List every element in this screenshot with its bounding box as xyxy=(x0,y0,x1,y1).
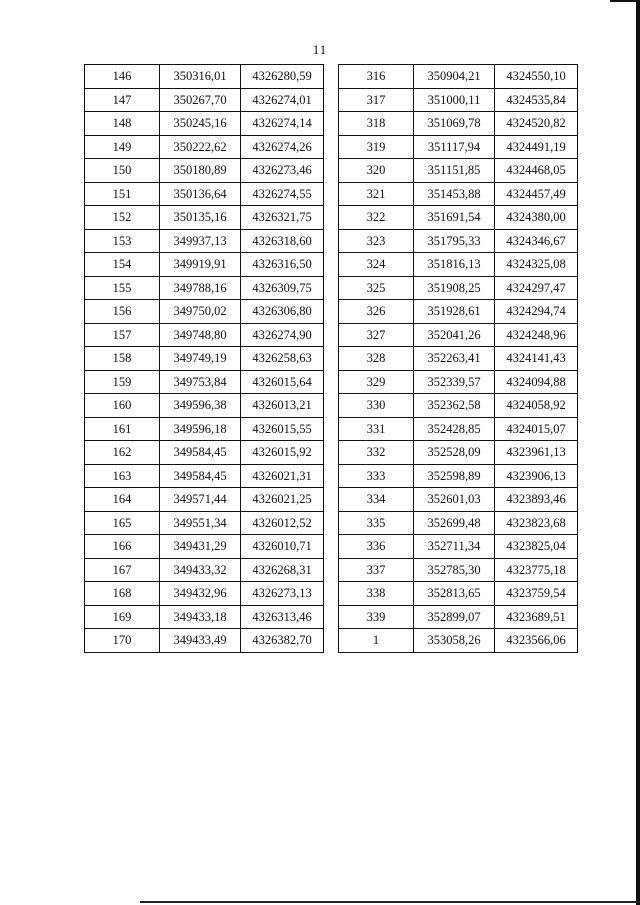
table-row xyxy=(85,488,578,512)
column-gap xyxy=(324,464,339,488)
x-coordinate-right: 352699,48 xyxy=(414,511,495,535)
column-gap xyxy=(324,558,339,582)
point-number-left: 146 xyxy=(85,65,160,89)
y-coordinate-right: 4323823,68 xyxy=(495,511,578,535)
table-row xyxy=(85,511,578,535)
y-coordinate-left: 4326321,75 xyxy=(241,206,324,230)
column-gap xyxy=(324,370,339,394)
point-number-left: 151 xyxy=(85,182,160,206)
x-coordinate-left: 349750,02 xyxy=(160,300,241,324)
x-coordinate-right: 352899,07 xyxy=(414,605,495,629)
point-number-left: 162 xyxy=(85,441,160,465)
table-row xyxy=(85,112,578,136)
y-coordinate-right: 4324015,07 xyxy=(495,417,578,441)
point-number-left: 147 xyxy=(85,88,160,112)
column-gap xyxy=(324,135,339,159)
point-number-right: 331 xyxy=(339,417,414,441)
x-coordinate-right: 351908,25 xyxy=(414,276,495,300)
point-number-left: 163 xyxy=(85,464,160,488)
column-gap xyxy=(324,535,339,559)
y-coordinate-right: 4323893,46 xyxy=(495,488,578,512)
x-coordinate-right: 351117,94 xyxy=(414,135,495,159)
point-number-right: 333 xyxy=(339,464,414,488)
x-coordinate-right: 351000,11 xyxy=(414,88,495,112)
column-gap xyxy=(324,88,339,112)
point-number-left: 170 xyxy=(85,629,160,653)
column-gap xyxy=(324,511,339,535)
y-coordinate-right: 4324058,92 xyxy=(495,394,578,418)
y-coordinate-right: 4323566,06 xyxy=(495,629,578,653)
x-coordinate-right: 352785,30 xyxy=(414,558,495,582)
column-gap xyxy=(324,112,339,136)
table-row xyxy=(85,347,578,371)
y-coordinate-right: 4324294,74 xyxy=(495,300,578,324)
point-number-right: 338 xyxy=(339,582,414,606)
y-coordinate-right: 4324520,82 xyxy=(495,112,578,136)
scan-edge-right xyxy=(636,0,640,905)
point-number-left: 153 xyxy=(85,229,160,253)
point-number-left: 152 xyxy=(85,206,160,230)
table-row xyxy=(85,441,578,465)
x-coordinate-left: 350222,62 xyxy=(160,135,241,159)
y-coordinate-right: 4324380,00 xyxy=(495,206,578,230)
y-coordinate-left: 4326274,01 xyxy=(241,88,324,112)
y-coordinate-right: 4324141,43 xyxy=(495,347,578,371)
table-row xyxy=(85,535,578,559)
column-gap xyxy=(324,182,339,206)
point-number-left: 149 xyxy=(85,135,160,159)
y-coordinate-right: 4323759,54 xyxy=(495,582,578,606)
y-coordinate-left: 4326309,75 xyxy=(241,276,324,300)
column-gap xyxy=(324,323,339,347)
y-coordinate-right: 4324535,84 xyxy=(495,88,578,112)
y-coordinate-left: 4326010,71 xyxy=(241,535,324,559)
x-coordinate-right: 351069,78 xyxy=(414,112,495,136)
column-gap xyxy=(324,605,339,629)
x-coordinate-left: 349596,38 xyxy=(160,394,241,418)
point-number-left: 165 xyxy=(85,511,160,535)
x-coordinate-right: 351453,88 xyxy=(414,182,495,206)
y-coordinate-left: 4326274,55 xyxy=(241,182,324,206)
point-number-right: 317 xyxy=(339,88,414,112)
y-coordinate-right: 4323689,51 xyxy=(495,605,578,629)
coordinates-table-body xyxy=(85,65,578,653)
x-coordinate-right: 352711,34 xyxy=(414,535,495,559)
x-coordinate-right: 352598,89 xyxy=(414,464,495,488)
table-row xyxy=(85,159,578,183)
point-number-right: 326 xyxy=(339,300,414,324)
table-row xyxy=(85,417,578,441)
point-number-left: 156 xyxy=(85,300,160,324)
x-coordinate-right: 353058,26 xyxy=(414,629,495,653)
point-number-left: 158 xyxy=(85,347,160,371)
column-gap xyxy=(324,441,339,465)
page-number: 11 xyxy=(312,42,328,57)
x-coordinate-left: 349753,84 xyxy=(160,370,241,394)
y-coordinate-left: 4326273,46 xyxy=(241,159,324,183)
x-coordinate-left: 349919,91 xyxy=(160,253,241,277)
point-number-right: 330 xyxy=(339,394,414,418)
y-coordinate-left: 4326274,14 xyxy=(241,112,324,136)
point-number-right: 337 xyxy=(339,558,414,582)
point-number-left: 164 xyxy=(85,488,160,512)
column-gap xyxy=(324,347,339,371)
point-number-right: 329 xyxy=(339,370,414,394)
x-coordinate-right: 352428,85 xyxy=(414,417,495,441)
x-coordinate-left: 350267,70 xyxy=(160,88,241,112)
y-coordinate-right: 4324094,88 xyxy=(495,370,578,394)
y-coordinate-left: 4326274,90 xyxy=(241,323,324,347)
table-row xyxy=(85,182,578,206)
point-number-right: 336 xyxy=(339,535,414,559)
column-gap xyxy=(324,629,339,653)
point-number-right: 316 xyxy=(339,65,414,89)
y-coordinate-left: 4326258,63 xyxy=(241,347,324,371)
column-gap xyxy=(324,253,339,277)
point-number-left: 148 xyxy=(85,112,160,136)
y-coordinate-left: 4326280,59 xyxy=(241,65,324,89)
x-coordinate-left: 349596,18 xyxy=(160,417,241,441)
x-coordinate-right: 351691,54 xyxy=(414,206,495,230)
point-number-right: 327 xyxy=(339,323,414,347)
y-coordinate-right: 4323825,04 xyxy=(495,535,578,559)
x-coordinate-right: 352601,03 xyxy=(414,488,495,512)
table-row xyxy=(85,605,578,629)
y-coordinate-left: 4326318,60 xyxy=(241,229,324,253)
point-number-right: 335 xyxy=(339,511,414,535)
x-coordinate-right: 351928,61 xyxy=(414,300,495,324)
x-coordinate-left: 349584,45 xyxy=(160,464,241,488)
y-coordinate-left: 4326382,70 xyxy=(241,629,324,653)
column-gap xyxy=(324,276,339,300)
table-row xyxy=(85,323,578,347)
x-coordinate-left: 349937,13 xyxy=(160,229,241,253)
x-coordinate-left: 349433,49 xyxy=(160,629,241,653)
table-row xyxy=(85,206,578,230)
point-number-right: 321 xyxy=(339,182,414,206)
point-number-right: 318 xyxy=(339,112,414,136)
y-coordinate-left: 4326012,52 xyxy=(241,511,324,535)
x-coordinate-left: 349571,44 xyxy=(160,488,241,512)
x-coordinate-left: 349433,18 xyxy=(160,605,241,629)
table-row xyxy=(85,370,578,394)
x-coordinate-left: 350136,64 xyxy=(160,182,241,206)
y-coordinate-right: 4324550,10 xyxy=(495,65,578,89)
point-number-left: 167 xyxy=(85,558,160,582)
x-coordinate-left: 349788,16 xyxy=(160,276,241,300)
table-row xyxy=(85,582,578,606)
x-coordinate-left: 349432,96 xyxy=(160,582,241,606)
x-coordinate-left: 350135,16 xyxy=(160,206,241,230)
column-gap xyxy=(324,159,339,183)
x-coordinate-left: 349748,80 xyxy=(160,323,241,347)
table-row xyxy=(85,229,578,253)
point-number-right: 334 xyxy=(339,488,414,512)
point-number-right: 323 xyxy=(339,229,414,253)
x-coordinate-left: 350245,16 xyxy=(160,112,241,136)
y-coordinate-left: 4326316,50 xyxy=(241,253,324,277)
point-number-right: 325 xyxy=(339,276,414,300)
coordinates-table xyxy=(84,64,578,653)
table-row xyxy=(85,253,578,277)
x-coordinate-left: 349749,19 xyxy=(160,347,241,371)
column-gap xyxy=(324,488,339,512)
y-coordinate-right: 4324325,08 xyxy=(495,253,578,277)
table-row xyxy=(85,464,578,488)
y-coordinate-left: 4326015,64 xyxy=(241,370,324,394)
point-number-right: 328 xyxy=(339,347,414,371)
y-coordinate-left: 4326273,13 xyxy=(241,582,324,606)
column-gap xyxy=(324,582,339,606)
x-coordinate-right: 352362,58 xyxy=(414,394,495,418)
point-number-right: 332 xyxy=(339,441,414,465)
x-coordinate-right: 351795,33 xyxy=(414,229,495,253)
column-gap xyxy=(324,229,339,253)
x-coordinate-left: 349584,45 xyxy=(160,441,241,465)
point-number-left: 155 xyxy=(85,276,160,300)
table-row xyxy=(85,629,578,653)
y-coordinate-left: 4326021,31 xyxy=(241,464,324,488)
table-row xyxy=(85,65,578,89)
point-number-right: 320 xyxy=(339,159,414,183)
x-coordinate-left: 349431,29 xyxy=(160,535,241,559)
y-coordinate-right: 4324468,05 xyxy=(495,159,578,183)
y-coordinate-left: 4326021,25 xyxy=(241,488,324,512)
x-coordinate-left: 350180,89 xyxy=(160,159,241,183)
x-coordinate-right: 351816,13 xyxy=(414,253,495,277)
column-gap xyxy=(324,300,339,324)
table-row xyxy=(85,300,578,324)
table-row xyxy=(85,558,578,582)
y-coordinate-left: 4326013,21 xyxy=(241,394,324,418)
x-coordinate-right: 352339,57 xyxy=(414,370,495,394)
y-coordinate-left: 4326274,26 xyxy=(241,135,324,159)
point-number-left: 166 xyxy=(85,535,160,559)
x-coordinate-right: 352813,65 xyxy=(414,582,495,606)
x-coordinate-right: 352263,41 xyxy=(414,347,495,371)
point-number-left: 157 xyxy=(85,323,160,347)
x-coordinate-right: 352528,09 xyxy=(414,441,495,465)
y-coordinate-right: 4324457,49 xyxy=(495,182,578,206)
x-coordinate-right: 352041,26 xyxy=(414,323,495,347)
y-coordinate-right: 4323906,13 xyxy=(495,464,578,488)
y-coordinate-left: 4326015,92 xyxy=(241,441,324,465)
point-number-left: 161 xyxy=(85,417,160,441)
point-number-right: 324 xyxy=(339,253,414,277)
x-coordinate-left: 349433,32 xyxy=(160,558,241,582)
point-number-right: 322 xyxy=(339,206,414,230)
y-coordinate-left: 4326313,46 xyxy=(241,605,324,629)
y-coordinate-right: 4324346,67 xyxy=(495,229,578,253)
x-coordinate-left: 350316,01 xyxy=(160,65,241,89)
y-coordinate-right: 4324491,19 xyxy=(495,135,578,159)
column-gap xyxy=(324,394,339,418)
x-coordinate-right: 350904,21 xyxy=(414,65,495,89)
x-coordinate-right: 351151,85 xyxy=(414,159,495,183)
y-coordinate-left: 4326015,55 xyxy=(241,417,324,441)
point-number-left: 160 xyxy=(85,394,160,418)
point-number-left: 150 xyxy=(85,159,160,183)
y-coordinate-right: 4323775,18 xyxy=(495,558,578,582)
column-gap xyxy=(324,417,339,441)
column-gap xyxy=(324,206,339,230)
table-row xyxy=(85,135,578,159)
scan-edge-bottom xyxy=(140,901,640,903)
point-number-right: 1 xyxy=(339,629,414,653)
y-coordinate-left: 4326306,80 xyxy=(241,300,324,324)
y-coordinate-left: 4326268,31 xyxy=(241,558,324,582)
table-row xyxy=(85,276,578,300)
y-coordinate-right: 4323961,13 xyxy=(495,441,578,465)
column-gap xyxy=(324,65,339,89)
point-number-left: 154 xyxy=(85,253,160,277)
point-number-right: 319 xyxy=(339,135,414,159)
point-number-left: 168 xyxy=(85,582,160,606)
table-row xyxy=(85,88,578,112)
y-coordinate-right: 4324248,96 xyxy=(495,323,578,347)
x-coordinate-left: 349551,34 xyxy=(160,511,241,535)
table-row xyxy=(85,394,578,418)
point-number-right: 339 xyxy=(339,605,414,629)
point-number-left: 159 xyxy=(85,370,160,394)
point-number-left: 169 xyxy=(85,605,160,629)
y-coordinate-right: 4324297,47 xyxy=(495,276,578,300)
